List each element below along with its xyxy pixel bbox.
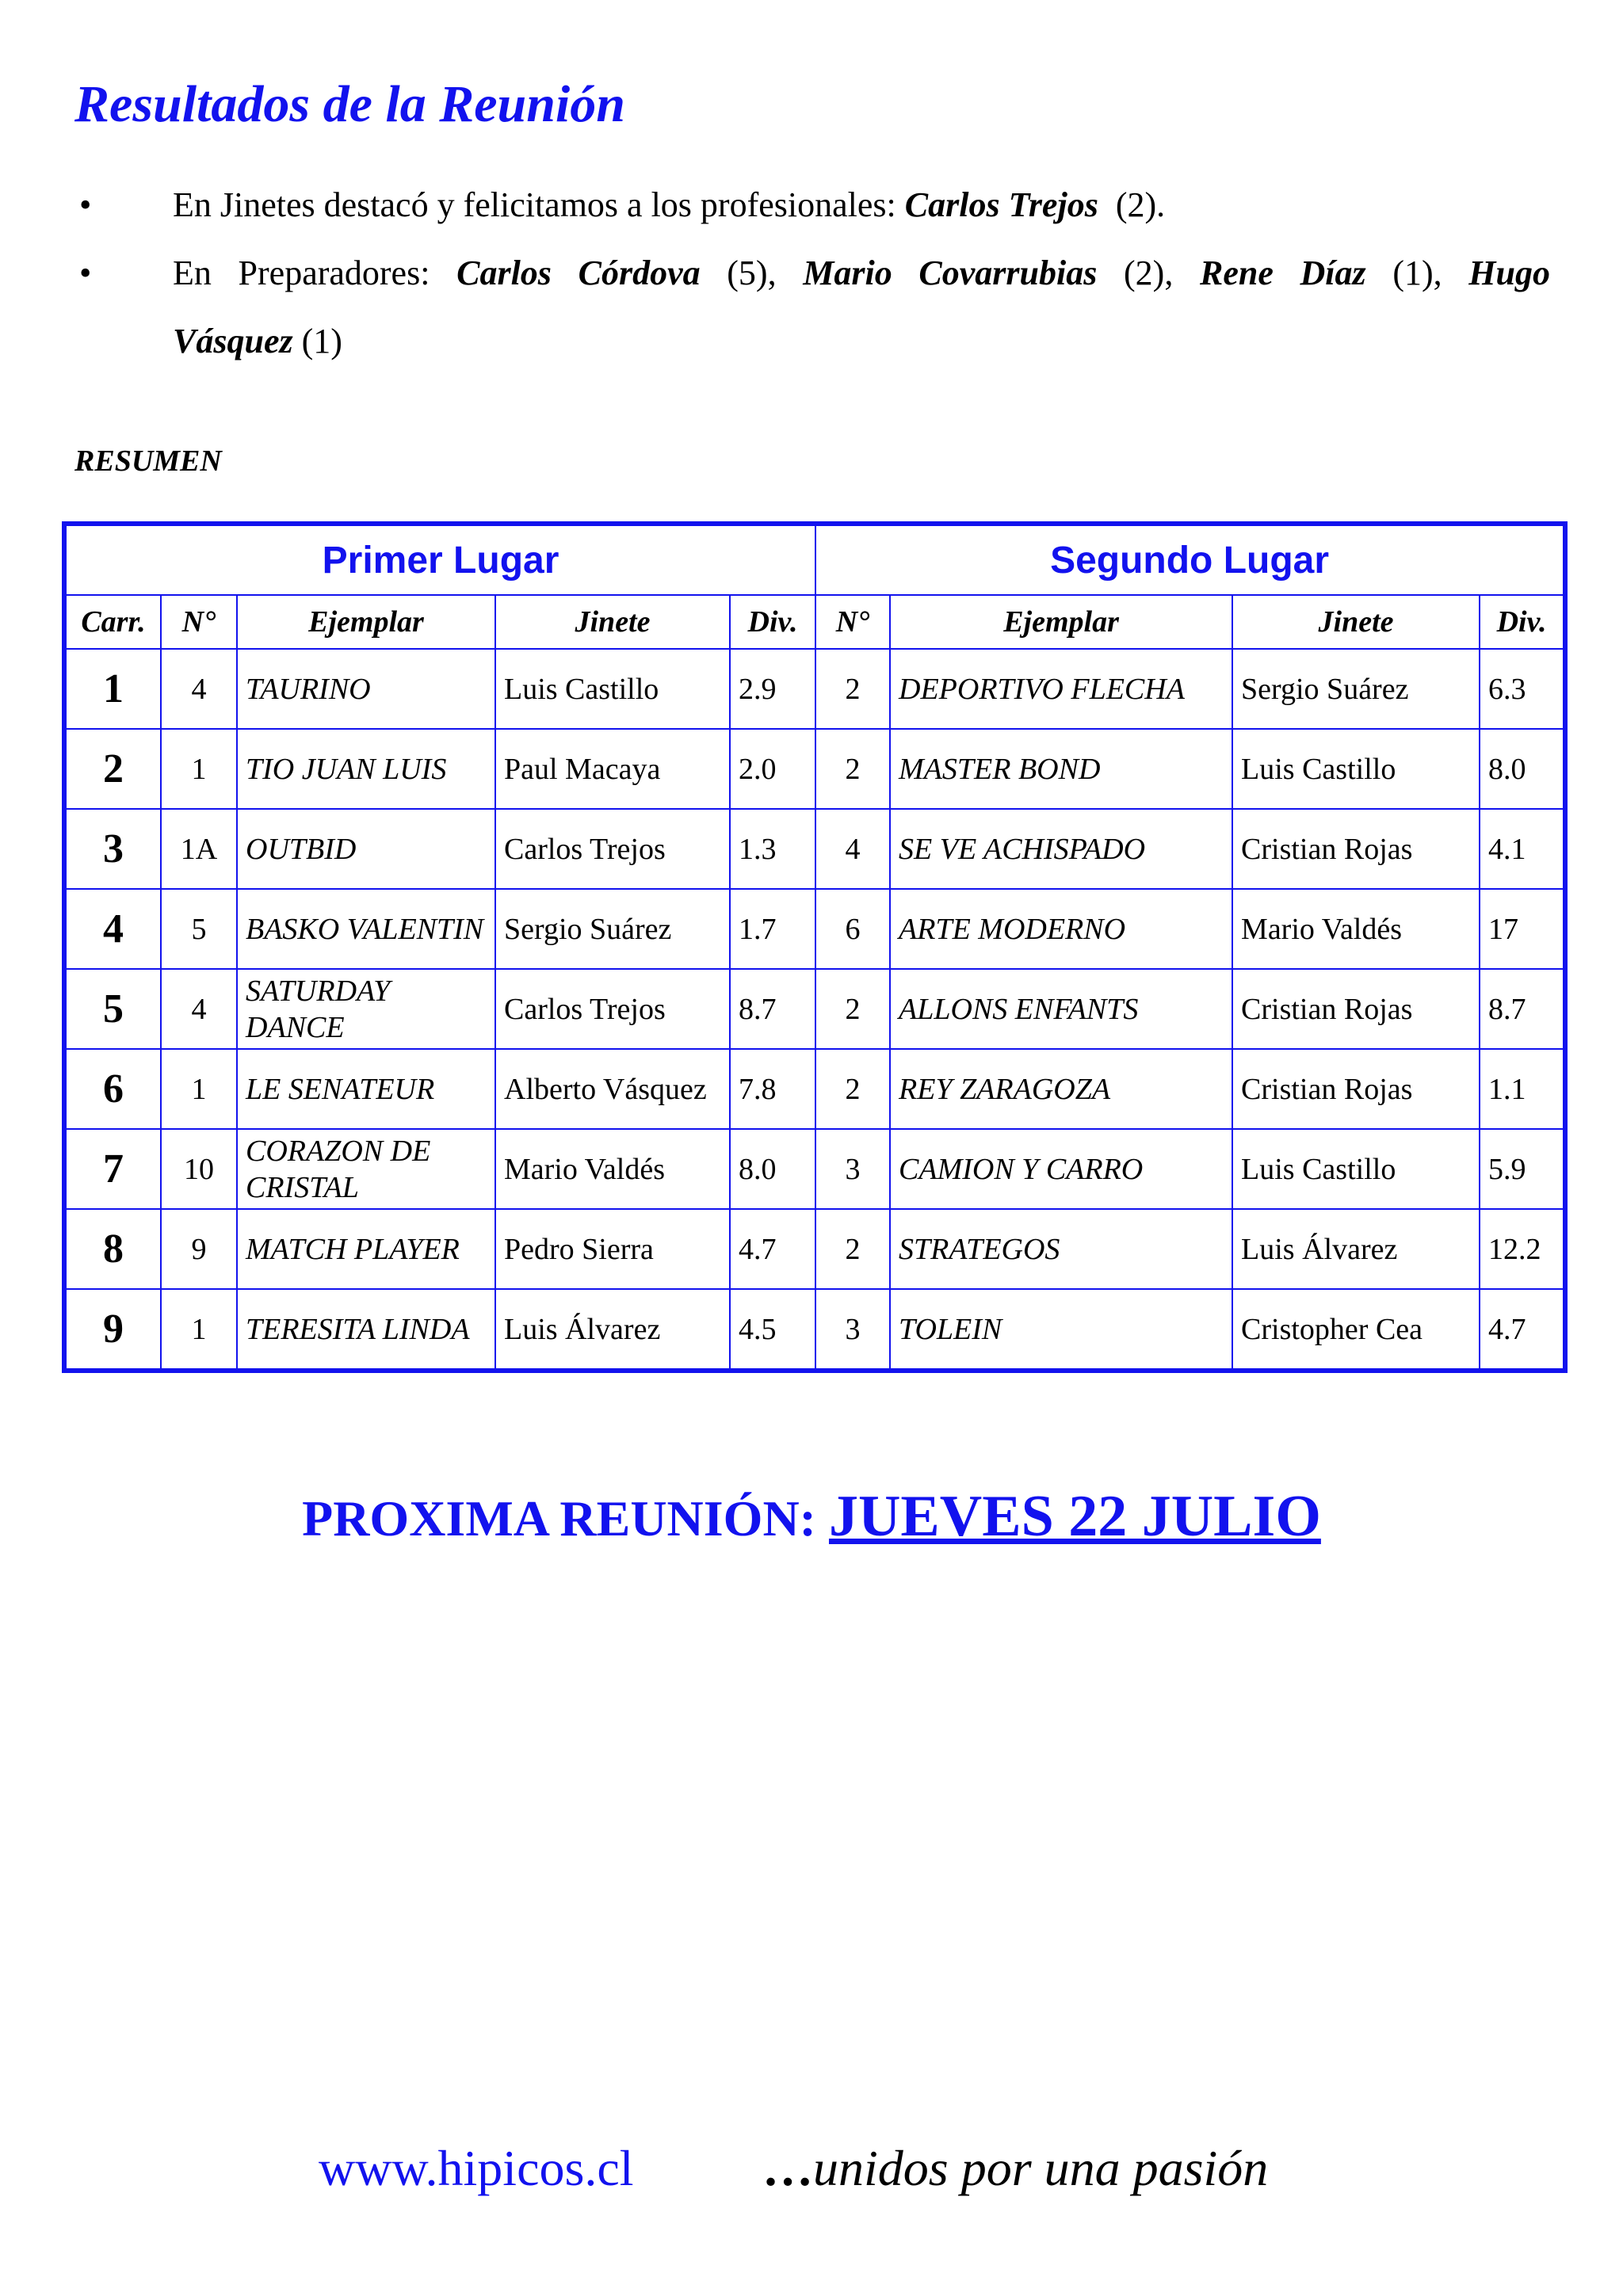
second-jockey: Mario Valdés bbox=[1232, 889, 1480, 969]
second-horse-number: 3 bbox=[815, 1289, 890, 1371]
second-jockey: Cristian Rojas bbox=[1232, 1049, 1480, 1129]
second-horse-name: CAMION Y CARRO bbox=[890, 1129, 1232, 1209]
first-dividend: 4.5 bbox=[730, 1289, 815, 1371]
race-number: 7 bbox=[64, 1129, 161, 1209]
second-jockey: Luis Álvarez bbox=[1232, 1209, 1480, 1289]
first-horse-number: 1 bbox=[161, 729, 237, 809]
col-header-jinete-2: Jinete bbox=[1232, 595, 1480, 649]
second-jockey: Luis Castillo bbox=[1232, 1129, 1480, 1209]
first-dividend: 2.9 bbox=[730, 649, 815, 729]
second-dividend: 17 bbox=[1480, 889, 1565, 969]
second-horse-name: DEPORTIVO FLECHA bbox=[890, 649, 1232, 729]
first-horse-number: 1 bbox=[161, 1289, 237, 1371]
col-header-div-2: Div. bbox=[1480, 595, 1565, 649]
second-jockey: Cristopher Cea bbox=[1232, 1289, 1480, 1371]
second-horse-name: REY ZARAGOZA bbox=[890, 1049, 1232, 1129]
second-horse-name: ALLONS ENFANTS bbox=[890, 969, 1232, 1049]
table-row bbox=[64, 1049, 1565, 1129]
footer-slogan: …unidos por una pasión bbox=[762, 2140, 1269, 2196]
first-horse-number: 1 bbox=[161, 1049, 237, 1129]
second-horse-number: 6 bbox=[815, 889, 890, 969]
first-horse-name: BASKO VALENTIN bbox=[237, 889, 495, 969]
second-horse-number: 2 bbox=[815, 969, 890, 1049]
results-table bbox=[62, 521, 1568, 1373]
group-header-first: Primer Lugar bbox=[64, 524, 815, 595]
second-horse-number: 4 bbox=[815, 809, 890, 889]
second-horse-name: ARTE MODERNO bbox=[890, 889, 1232, 969]
bullet-text-part: (2), bbox=[1097, 254, 1200, 292]
first-jockey: Alberto Vásquez bbox=[495, 1049, 730, 1129]
second-horse-name: MASTER BOND bbox=[890, 729, 1232, 809]
page-title: Resultados de la Reunión bbox=[74, 75, 625, 133]
first-dividend: 1.7 bbox=[730, 889, 815, 969]
second-horse-name: TOLEIN bbox=[890, 1289, 1232, 1371]
first-horse-number: 4 bbox=[161, 649, 237, 729]
second-dividend: 5.9 bbox=[1480, 1129, 1565, 1209]
first-horse-name: SATURDAY DANCE bbox=[237, 969, 495, 1049]
highlighted-trainer: Carlos Córdova bbox=[456, 254, 701, 292]
section-label-resumen: RESUMEN bbox=[74, 444, 222, 478]
table-row bbox=[64, 809, 1565, 889]
table-row bbox=[64, 1289, 1565, 1371]
second-horse-name: STRATEGOS bbox=[890, 1209, 1232, 1289]
table-row bbox=[64, 1129, 1565, 1209]
next-meeting-date: JUEVES 22 JULIO bbox=[828, 1484, 1321, 1549]
bullet-text-part: (5), bbox=[700, 254, 804, 292]
race-number: 9 bbox=[64, 1289, 161, 1371]
col-header-ejemplar-2: Ejemplar bbox=[890, 595, 1232, 649]
first-jockey: Luis Castillo bbox=[495, 649, 730, 729]
first-horse-number: 5 bbox=[161, 889, 237, 969]
race-number: 8 bbox=[64, 1209, 161, 1289]
second-horse-number: 2 bbox=[815, 729, 890, 809]
table-row bbox=[64, 889, 1565, 969]
first-jockey: Pedro Sierra bbox=[495, 1209, 730, 1289]
race-number: 2 bbox=[64, 729, 161, 809]
race-number: 4 bbox=[64, 889, 161, 969]
first-horse-number: 1A bbox=[161, 809, 237, 889]
table-row bbox=[64, 729, 1565, 809]
second-horse-number: 2 bbox=[815, 649, 890, 729]
first-jockey: Paul Macaya bbox=[495, 729, 730, 809]
col-header-ejemplar: Ejemplar bbox=[237, 595, 495, 649]
col-header-carr: Carr. bbox=[64, 595, 161, 649]
bullet-icon: • bbox=[79, 254, 92, 292]
first-horse-name: MATCH PLAYER bbox=[237, 1209, 495, 1289]
first-dividend: 1.3 bbox=[730, 809, 815, 889]
next-meeting: PROXIMA REUNIÓN: JUEVES 22 JULIO bbox=[302, 1484, 1321, 1549]
second-horse-name: SE VE ACHISPADO bbox=[890, 809, 1232, 889]
col-header-num: N° bbox=[161, 595, 237, 649]
first-horse-name: OUTBID bbox=[237, 809, 495, 889]
first-horse-name: LE SENATEUR bbox=[237, 1049, 495, 1129]
table-row bbox=[64, 969, 1565, 1049]
second-dividend: 8.7 bbox=[1480, 969, 1565, 1049]
second-jockey: Luis Castillo bbox=[1232, 729, 1480, 809]
col-header-div: Div. bbox=[730, 595, 815, 649]
second-horse-number: 2 bbox=[815, 1209, 890, 1289]
first-dividend: 8.7 bbox=[730, 969, 815, 1049]
first-dividend: 8.0 bbox=[730, 1129, 815, 1209]
second-dividend: 1.1 bbox=[1480, 1049, 1565, 1129]
first-horse-number: 4 bbox=[161, 969, 237, 1049]
first-horse-name: TERESITA LINDA bbox=[237, 1289, 495, 1371]
second-jockey: Sergio Suárez bbox=[1232, 649, 1480, 729]
second-jockey: Cristian Rojas bbox=[1232, 809, 1480, 889]
first-dividend: 4.7 bbox=[730, 1209, 815, 1289]
first-jockey: Carlos Trejos bbox=[495, 969, 730, 1049]
table-row bbox=[64, 1209, 1565, 1289]
highlighted-trainer: Vásquez bbox=[173, 322, 293, 360]
second-dividend: 4.7 bbox=[1480, 1289, 1565, 1371]
first-horse-name: TAURINO bbox=[237, 649, 495, 729]
first-horse-name: CORAZON DE CRISTAL bbox=[237, 1129, 495, 1209]
highlighted-jockey: Carlos Trejos bbox=[904, 185, 1098, 224]
bullet-text-continued bbox=[173, 307, 1550, 376]
highlighted-trainer: Hugo bbox=[1468, 254, 1550, 292]
first-horse-number: 10 bbox=[161, 1129, 237, 1209]
highlighted-trainer: Rene Díaz bbox=[1199, 254, 1366, 292]
group-header-second: Segundo Lugar bbox=[815, 524, 1565, 595]
race-number: 1 bbox=[64, 649, 161, 729]
race-number: 5 bbox=[64, 969, 161, 1049]
first-horse-name: TIO JUAN LUIS bbox=[237, 729, 495, 809]
first-jockey: Sergio Suárez bbox=[495, 889, 730, 969]
second-jockey: Cristian Rojas bbox=[1232, 969, 1480, 1049]
first-jockey: Carlos Trejos bbox=[495, 809, 730, 889]
race-number: 3 bbox=[64, 809, 161, 889]
second-dividend: 4.1 bbox=[1480, 809, 1565, 889]
bullet-text-part: En Preparadores: bbox=[173, 254, 457, 292]
second-horse-number: 3 bbox=[815, 1129, 890, 1209]
first-horse-number: 9 bbox=[161, 1209, 237, 1289]
first-jockey: Luis Álvarez bbox=[495, 1289, 730, 1371]
bullet-text-part: (1) bbox=[292, 322, 342, 360]
bullet-icon: • bbox=[79, 185, 92, 224]
highlighted-trainer: Mario Covarrubias bbox=[803, 254, 1098, 292]
table-row bbox=[64, 649, 1565, 729]
second-horse-number: 2 bbox=[815, 1049, 890, 1129]
race-number: 6 bbox=[64, 1049, 161, 1129]
second-dividend: 12.2 bbox=[1480, 1209, 1565, 1289]
second-dividend: 8.0 bbox=[1480, 729, 1565, 809]
first-jockey: Mario Valdés bbox=[495, 1129, 730, 1209]
first-dividend: 7.8 bbox=[730, 1049, 815, 1129]
bullet-text: En Jinetes destacó y felicitamos a los profesionales: Carlos Trejos (2). bbox=[173, 185, 1166, 224]
col-header-jinete: Jinete bbox=[495, 595, 730, 649]
bullet-text-part: (1), bbox=[1365, 254, 1469, 292]
footer-url[interactable]: www.hipicos.cl bbox=[319, 2140, 634, 2196]
col-header-num-2: N° bbox=[815, 595, 890, 649]
first-dividend: 2.0 bbox=[730, 729, 815, 809]
second-dividend: 6.3 bbox=[1480, 649, 1565, 729]
